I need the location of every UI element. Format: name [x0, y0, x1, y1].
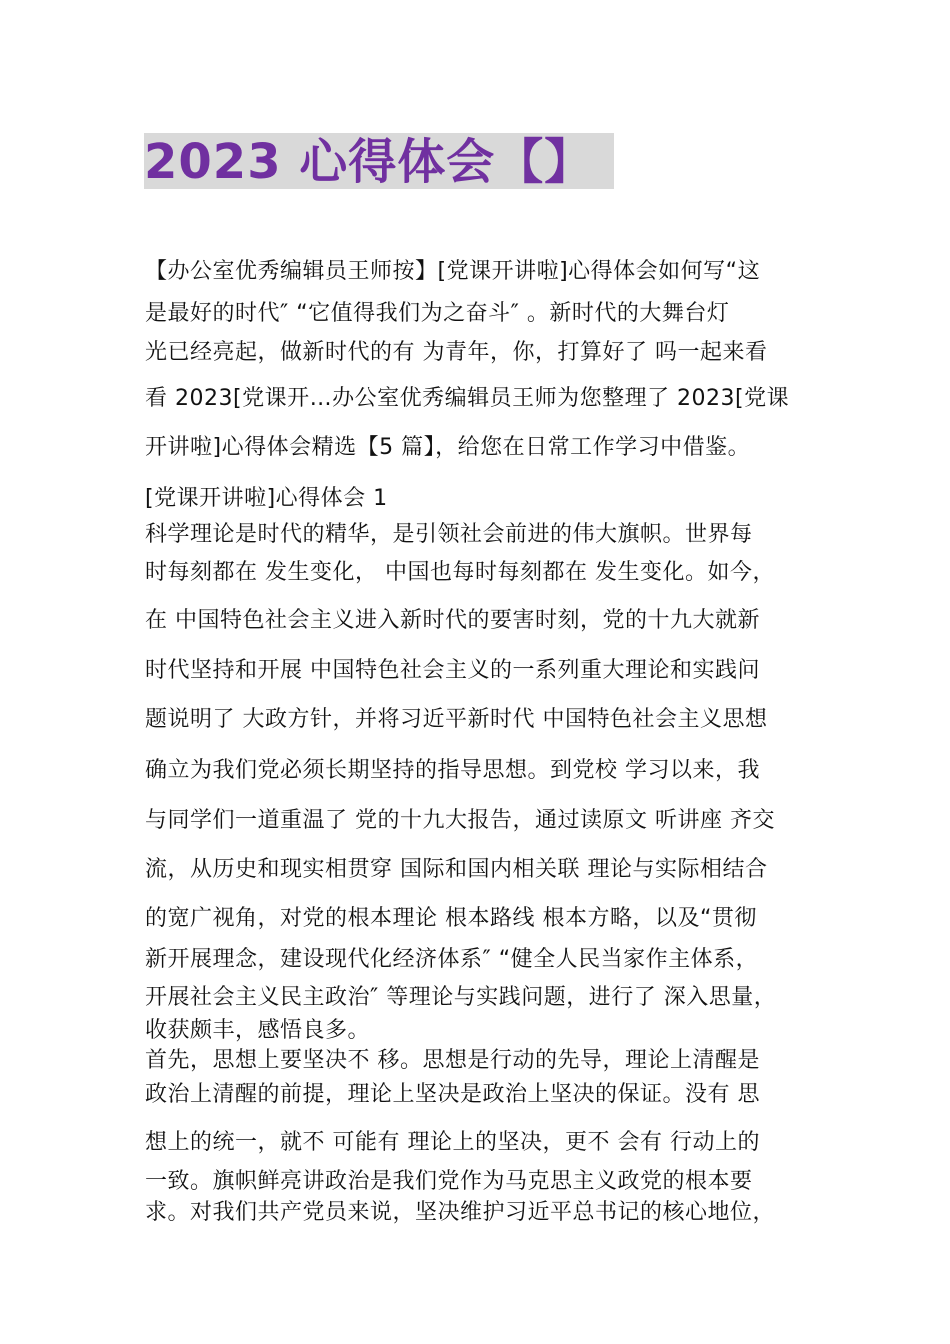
intro-line: 开讲啦]心得体会精选【5 篇】，给您在日常工作学习中借鉴。	[145, 435, 751, 460]
paragraph-line: 开展社会主义民主政治″ 等理论与实践问题，进行了 深入思量，	[145, 985, 777, 1010]
paragraph-line: 想上的统一，就不 可能有 理论上的坚决，更不 会有 行动上的	[145, 1130, 760, 1155]
paragraph-line: 科学理论是时代的精华，是引领社会前进的伟大旗帜。世界每	[145, 522, 753, 547]
paragraph-line: 在 中国特色社会主义进入新时代的要害时刻，党的十九大就新	[145, 608, 760, 633]
paragraph-line: 确立为我们党必须长期坚持的指导思想。到党校 学习以来，我	[145, 758, 760, 783]
section-heading: [党课开讲啦]心得体会 1	[145, 486, 388, 511]
intro-line: 是最好的时代″ “它值得我们为之奋斗″ 。新时代的大舞台灯	[145, 301, 730, 326]
intro-line: 【办公室优秀编辑员王师按】[党课开讲啦]心得体会如何写“这	[145, 259, 761, 284]
paragraph-line: 的宽广视角，对党的根本理论 根本路线 根本方略，以及“贯彻	[145, 906, 757, 931]
paragraph-line: 求。对我们共产党员来说，坚决维护习近平总书记的核心地位，	[145, 1200, 776, 1225]
paragraph-line: 与同学们一道重温了 党的十九大报告，通过读原文 听讲座 齐交	[145, 808, 775, 833]
document-title: 2023 心得体会【】	[144, 133, 614, 189]
paragraph-line: 新开展理念，建设现代化经济体系″ “健全人民当家作主体系，	[145, 947, 759, 972]
paragraph-line: 收获颇丰，感悟良多。	[145, 1018, 371, 1043]
paragraph-line: 流，从历史和现实相贯穿 国际和国内相关联 理论与实际相结合	[145, 857, 768, 882]
intro-line: 光已经亮起，做新时代的有 为青年，你，打算好了 吗一起来看	[145, 340, 768, 365]
paragraph-line: 时代坚持和开展 中国特色社会主义的一系列重大理论和实践问	[145, 658, 760, 683]
paragraph-line: 一致。旗帜鲜亮讲政治是我们党作为马克思主义政党的根本要	[145, 1169, 753, 1194]
intro-line: 看 2023[党课开…办公室优秀编辑员王师为您整理了 2023[党课	[145, 386, 790, 411]
paragraph-line: 首先，思想上要坚决不 移。思想是行动的先导，理论上清醒是	[145, 1048, 760, 1073]
paragraph-line: 政治上清醒的前提，理论上坚决是政治上坚决的保证。没有 思	[145, 1082, 760, 1107]
paragraph-line: 题说明了 大政方针，并将习近平新时代 中国特色社会主义思想	[145, 707, 768, 732]
paragraph-line: 时每刻都在 发生变化， 中国也每时每刻都在 发生变化。如今，	[145, 560, 775, 585]
